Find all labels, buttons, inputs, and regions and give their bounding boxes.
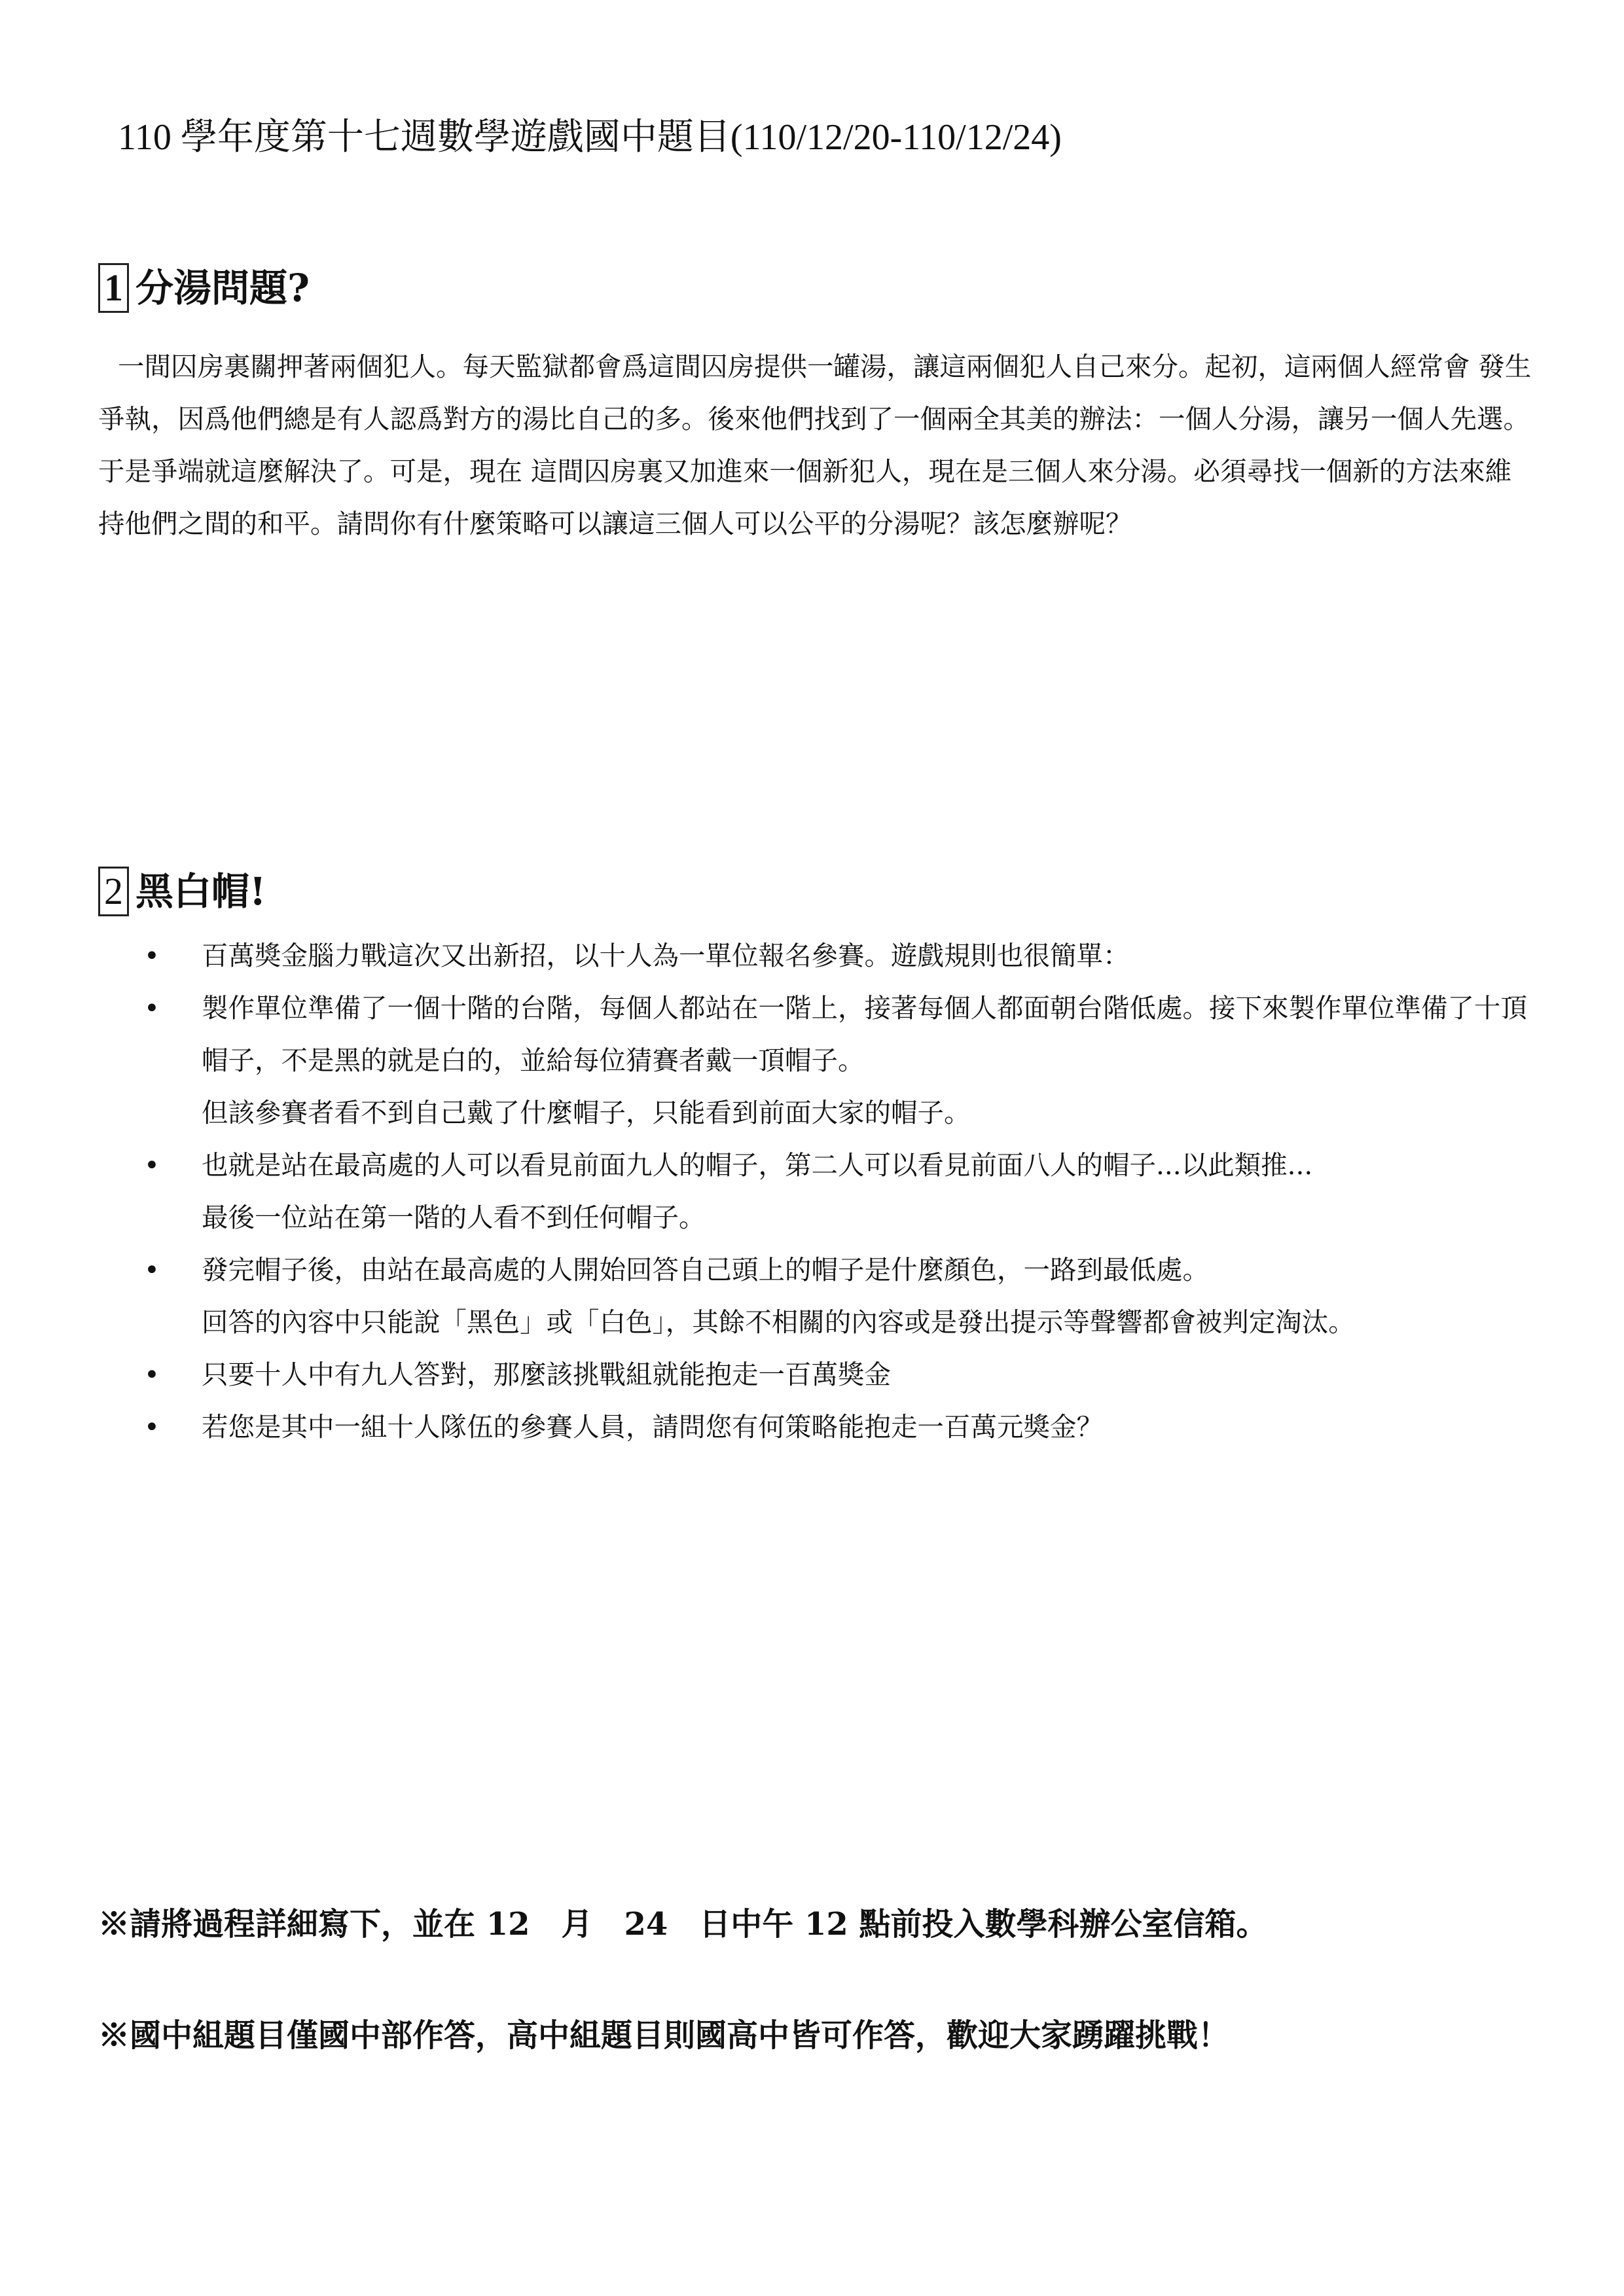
list-item — [144, 1139, 1538, 1244]
question-1-heading — [98, 262, 310, 314]
list-item — [144, 1244, 1538, 1348]
bullet-icon: • — [144, 1359, 160, 1390]
bullet-icon: • — [144, 992, 160, 1024]
question-2-rules-list — [144, 929, 1538, 1453]
list-item-text: 發完帽子後，由站在最高處的人開始回答自己頭上的帽子是什麼顏色，一路到最低處。 — [202, 1254, 1209, 1285]
list-item — [144, 1348, 1538, 1401]
question-2-title: 黑白帽! — [135, 869, 266, 914]
bullet-icon: • — [144, 1254, 160, 1285]
list-item — [144, 929, 1538, 982]
list-item-text: 若您是其中一組十人隊伍的參賽人員，請問您有何策略能抱走一百萬元獎金？ — [202, 1411, 1103, 1443]
bullet-icon: • — [144, 940, 160, 971]
question-1-title: 分湯問題? — [135, 266, 310, 310]
list-item-text: 只要十人中有九人答對，那麼該挑戰組就能抱走一百萬獎金 — [202, 1359, 891, 1390]
list-item-text: 回答的內容中只能說「黑色」或「白色」，其餘不相關的內容或是發出提示等聲響都會被判定淘汰。 — [202, 1306, 1355, 1338]
question-1-paragraph: 一間囚房裏關押著兩個犯人。每天監獄都會爲這間囚房提供一罐湯，讓這兩個犯人自己來分。起初，這兩個人經常會 發生爭執，因爲他們總是有人認爲對方的湯比自己的多。後來他們找到了一個兩全其美的辦法：一個人分湯，讓另一個人先選。于是爭端就這麼解決了。可是，現在 這間囚房裏又加進來一個新犯人，現在是三個人來分湯。必須尋找一個新的方法來維持他們之間的和平。請問你有什麼策略可以讓這三個人可以公平的分湯呢？該怎麼辦呢？ — [98, 351, 1532, 539]
deadline-note: ※請將過程詳細寫下，並在 12 月 24 日中午 12 點前投入數學科辦公室信箱。 — [98, 1906, 1268, 1943]
page-title: 110 學年度第十七週數學遊戲國中題目(110/12/20-110/12/24) — [118, 117, 1062, 158]
list-item-text: 製作單位準備了一個十階的台階，每個人都站在一階上，接著每個人都面朝台階低處。接下來製作單位準備了十頂帽子，不是黑的就是白的，並給每位猜賽者戴一頂帽子。 — [202, 992, 1527, 1076]
bullet-icon: • — [144, 1411, 160, 1443]
question-2-heading — [98, 865, 266, 918]
bullet-icon: • — [144, 1149, 160, 1181]
list-item-text: 也就是站在最高處的人可以看見前面九人的帽子，第二人可以看見前面八人的帽子...以此類推... — [202, 1149, 1313, 1181]
list-item — [144, 982, 1538, 1139]
list-item-text: 最後一位站在第一階的人看不到任何帽子。 — [202, 1202, 706, 1233]
question-2-number: 2 — [98, 867, 129, 916]
eligibility-note: ※國中組題目僅國中部作答，高中組題目則國高中皆可作答，歡迎大家踴躍挑戰！ — [98, 2017, 1230, 2054]
question-1-number: 1 — [98, 263, 129, 313]
question-1-body — [98, 340, 1532, 550]
list-item-text: 百萬獎金腦力戰這次又出新招，以十人為一單位報名參賽。遊戲規則也很簡單： — [202, 940, 1130, 971]
list-item — [144, 1401, 1538, 1453]
list-item-text: 但該參賽者看不到自己戴了什麼帽子，只能看到前面大家的帽子。 — [202, 1097, 971, 1128]
